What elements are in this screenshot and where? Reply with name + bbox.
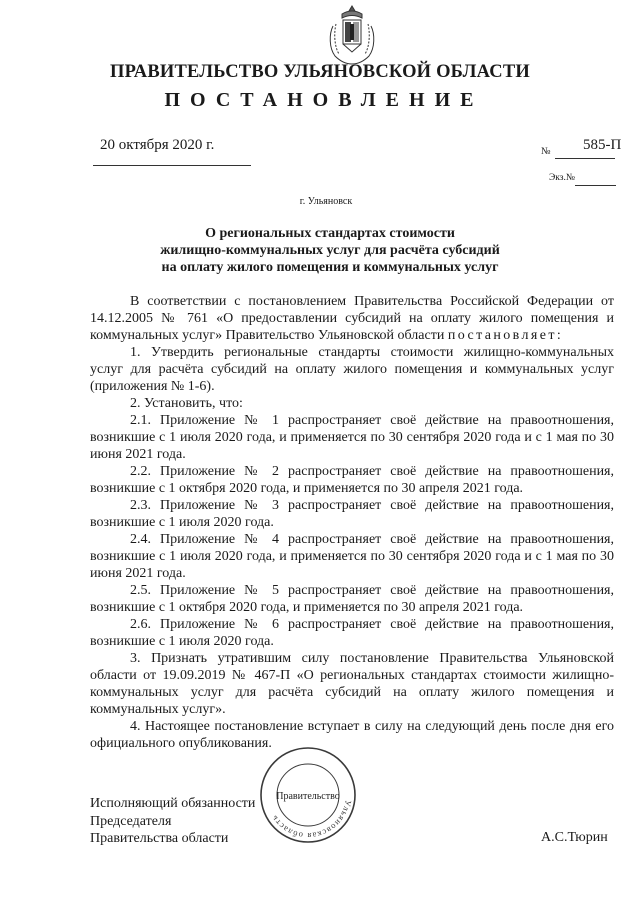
- body-paragraph: 4. Настоящее постановление вступает в силу на следующий день после дня его официального опубликования.: [90, 719, 614, 751]
- document-title: [120, 225, 540, 276]
- body-paragraph: 1. Утвердить региональные стандарты стоимости жилищно-коммунальных услуг для расчёта субсидий на оплату жилого помещения и коммунальных услуг (приложения № 1-6).: [90, 345, 614, 394]
- preamble-text: В соответствии с постановлением Правительства Российской Федерации от 14.12.2005 № 761 «О предоставлении субсидий на оплату жилого помещения и коммунальных услуг» Правительство Ульяновской области: [90, 294, 614, 343]
- copy-number-label: Экз.№: [549, 173, 575, 183]
- document-date: 20 октября 2020 г.: [100, 137, 215, 153]
- body-paragraph: 2.3. Приложение № 3 распространяет своё действие на правоотношения, возникшие с 1 июля 2020 года.: [90, 498, 614, 530]
- body-paragraph: 2.6. Приложение № 6 распространяет своё действие на правоотношения, возникшие с 1 июля 2020 года.: [90, 617, 614, 649]
- document-number: 585-П: [583, 137, 622, 153]
- document-type: ПОСТАНОВЛЕНИЕ: [164, 89, 484, 111]
- resolves-word: постановляет:: [447, 328, 564, 343]
- body-paragraph: 3. Признать утратившим силу постановление Правительства Ульяновской области от 19.09.2019 № 467-П «О региональных стандартах стоимости жилищно-коммунальных услуг для расчёта субсидий на оплату жилого помещения и коммунальных услуг».: [90, 651, 614, 717]
- official-seal-icon: [258, 745, 358, 845]
- city: г. Ульяновск: [299, 196, 353, 207]
- organization-name: ПРАВИТЕЛЬСТВО УЛЬЯНОВСКОЙ ОБЛАСТИ: [110, 62, 530, 82]
- body-paragraph: 2.5. Приложение № 5 распространяет своё действие на правоотношения, возникшие с 1 октября 2020 года, и применяется по 30 апреля 2021 года.: [90, 583, 614, 615]
- svg-text:Ульяновская область: [269, 799, 354, 841]
- copy-number-underline: [575, 185, 616, 186]
- preamble-paragraph: [90, 293, 614, 344]
- signer-title-line: Правительства области: [90, 831, 229, 846]
- seal-ring-text: Ульяновская область: [268, 799, 354, 842]
- body-paragraph: 2.4. Приложение № 4 распространяет своё действие на правоотношения, возникшие с 1 июля 2020 года, и применяется по 30 сентября 2020 года и с 1 мая по 30 июня 2021 года.: [90, 532, 614, 581]
- signer-title-line: Исполняющий обязанности: [90, 796, 256, 811]
- body-paragraph: 2. Установить, что:: [130, 396, 243, 411]
- date-underline: [93, 165, 251, 166]
- body-paragraph: 2.1. Приложение № 1 распространяет своё действие на правоотношения, возникшие с 1 июля 2020 года, и применяется по 30 сентября 2020 года и с 1 мая по 30 июня 2021 года.: [90, 413, 614, 462]
- title-line: жилищно-коммунальных услуг для расчёта субсидий: [160, 243, 500, 258]
- coat-of-arms-icon: [325, 4, 379, 66]
- signer-name: А.С.Тюрин: [541, 830, 608, 845]
- signer-title-line: Председателя: [90, 813, 172, 829]
- seal-center-text: Правительство: [276, 791, 340, 802]
- title-line: на оплату жилого помещения и коммунальных услуг: [161, 260, 499, 275]
- signature-block: [90, 795, 255, 848]
- document-body: [90, 293, 614, 752]
- title-line: О региональных стандартах стоимости: [205, 226, 455, 241]
- body-paragraph: 2.2. Приложение № 2 распространяет своё действие на правоотношения, возникшие с 1 октября 2020 года, и применяется по 30 апреля 2021 года.: [90, 464, 614, 496]
- number-underline: [555, 158, 615, 159]
- number-prefix: №: [541, 146, 551, 157]
